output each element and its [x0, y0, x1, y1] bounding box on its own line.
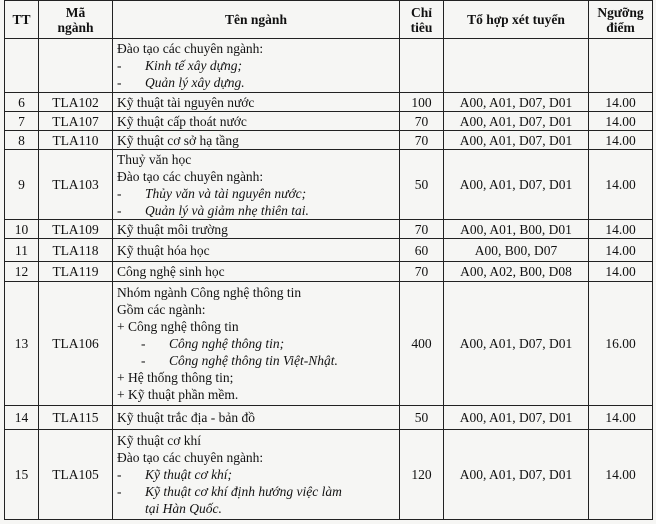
cell-ten: Thuỷ văn học Đào tạo các chuyên ngành: - Thủy văn và tài nguyên nước; - Quản lý và giảm nhẹ thiên tai. — [113, 150, 400, 220]
table-row — [5, 406, 653, 430]
header-nguong-diem: Ngưỡng điểm — [589, 1, 653, 39]
header-ma-nganh: Mã ngành — [39, 1, 113, 39]
admission-table — [4, 0, 653, 520]
cell-to-hop: A00, B00, D07 — [444, 239, 589, 262]
cell-ten: Kỹ thuật cơ khí Đào tạo các chuyên ngành: - Kỹ thuật cơ khí; - Kỹ thuật cơ khí định hướng việc làm tại Hàn Quốc. — [113, 430, 400, 520]
cell-to-hop — [444, 39, 589, 93]
table-row — [5, 150, 653, 220]
cell-ma: TLA110 — [39, 131, 113, 150]
cell-chi-tieu: 400 — [400, 282, 444, 406]
cell-chi-tieu: 70 — [400, 220, 444, 239]
cell-chi-tieu: 70 — [400, 112, 444, 131]
cell-nguong — [589, 39, 653, 93]
cell-to-hop: A00, A01, D07, D01 — [444, 430, 589, 520]
header-tt: TT — [5, 1, 39, 39]
cell-tt: 10 — [5, 220, 39, 239]
cell-tt: 8 — [5, 131, 39, 150]
cell-ten: Đào tạo các chuyên ngành: - Kinh tế xây dựng; - Quản lý xây dựng. — [113, 39, 400, 93]
cell-nguong: 14.00 — [589, 150, 653, 220]
header-chi-tieu: Chỉ tiêu — [400, 1, 444, 39]
cell-ma — [39, 39, 113, 93]
cell-tt: 6 — [5, 93, 39, 112]
cell-ten: Kỹ thuật cấp thoát nước — [113, 112, 400, 131]
table-row — [5, 131, 653, 150]
cell-chi-tieu: 50 — [400, 406, 444, 430]
cell-ten: Kỹ thuật cơ sở hạ tầng — [113, 131, 400, 150]
cell-ma: TLA115 — [39, 406, 113, 430]
cell-tt: 12 — [5, 262, 39, 282]
cell-nguong: 14.00 — [589, 262, 653, 282]
cell-ma: TLA119 — [39, 262, 113, 282]
cell-chi-tieu: 60 — [400, 239, 444, 262]
cell-chi-tieu: 50 — [400, 150, 444, 220]
cell-to-hop: A00, A01, D07, D01 — [444, 406, 589, 430]
table-row — [5, 282, 653, 406]
cell-to-hop: A00, A01, D07, D01 — [444, 150, 589, 220]
header-row — [5, 1, 653, 39]
cell-chi-tieu: 120 — [400, 430, 444, 520]
cell-tt: 15 — [5, 430, 39, 520]
table-row — [5, 220, 653, 239]
cell-ten: Kỹ thuật môi trường — [113, 220, 400, 239]
cell-tt: 14 — [5, 406, 39, 430]
cell-ma: TLA106 — [39, 282, 113, 406]
cell-tt: 11 — [5, 239, 39, 262]
cell-ma: TLA105 — [39, 430, 113, 520]
cell-tt — [5, 39, 39, 93]
cell-ma: TLA118 — [39, 239, 113, 262]
table-row — [5, 430, 653, 520]
table-row — [5, 262, 653, 282]
cell-ten: Kỹ thuật hóa học — [113, 239, 400, 262]
cell-ma: TLA102 — [39, 93, 113, 112]
table-row — [5, 239, 653, 262]
cell-ma: TLA109 — [39, 220, 113, 239]
cell-to-hop: A00, A01, D07, D01 — [444, 112, 589, 131]
cell-ten: Nhóm ngành Công nghệ thông tin Gồm các ngành: + Công nghệ thông tin - Công nghệ thông tin; - Công nghệ thông tin Việt-Nhật. + Hệ thống thông tin; + Kỹ thuật phần mềm. — [113, 282, 400, 406]
cell-nguong: 14.00 — [589, 430, 653, 520]
cell-ma: TLA107 — [39, 112, 113, 131]
table-row — [5, 39, 653, 93]
cell-to-hop: A00, A01, D07, D01 — [444, 282, 589, 406]
header-to-hop: Tổ hợp xét tuyển — [444, 1, 589, 39]
cell-nguong: 14.00 — [589, 239, 653, 262]
cell-tt: 9 — [5, 150, 39, 220]
cell-nguong: 14.00 — [589, 112, 653, 131]
cell-nguong: 14.00 — [589, 406, 653, 430]
cell-nguong: 16.00 — [589, 282, 653, 406]
cell-ten: Công nghệ sinh học — [113, 262, 400, 282]
cell-to-hop: A00, A01, B00, D01 — [444, 220, 589, 239]
cell-to-hop: A00, A01, D07, D01 — [444, 131, 589, 150]
cell-chi-tieu: 100 — [400, 93, 444, 112]
cell-chi-tieu: 70 — [400, 262, 444, 282]
cell-tt: 13 — [5, 282, 39, 406]
table-row — [5, 112, 653, 131]
table-row — [5, 93, 653, 112]
cell-to-hop: A00, A01, D07, D01 — [444, 93, 589, 112]
cell-tt: 7 — [5, 112, 39, 131]
cell-nguong: 14.00 — [589, 93, 653, 112]
cell-chi-tieu: 70 — [400, 131, 444, 150]
cell-to-hop: A00, A02, B00, D08 — [444, 262, 589, 282]
cell-ma: TLA103 — [39, 150, 113, 220]
cell-ten: Kỹ thuật trắc địa - bản đồ — [113, 406, 400, 430]
cell-ten: Kỹ thuật tài nguyên nước — [113, 93, 400, 112]
cell-nguong: 14.00 — [589, 131, 653, 150]
cell-chi-tieu — [400, 39, 444, 93]
cell-nguong: 14.00 — [589, 220, 653, 239]
header-ten-nganh: Tên ngành — [113, 1, 400, 39]
